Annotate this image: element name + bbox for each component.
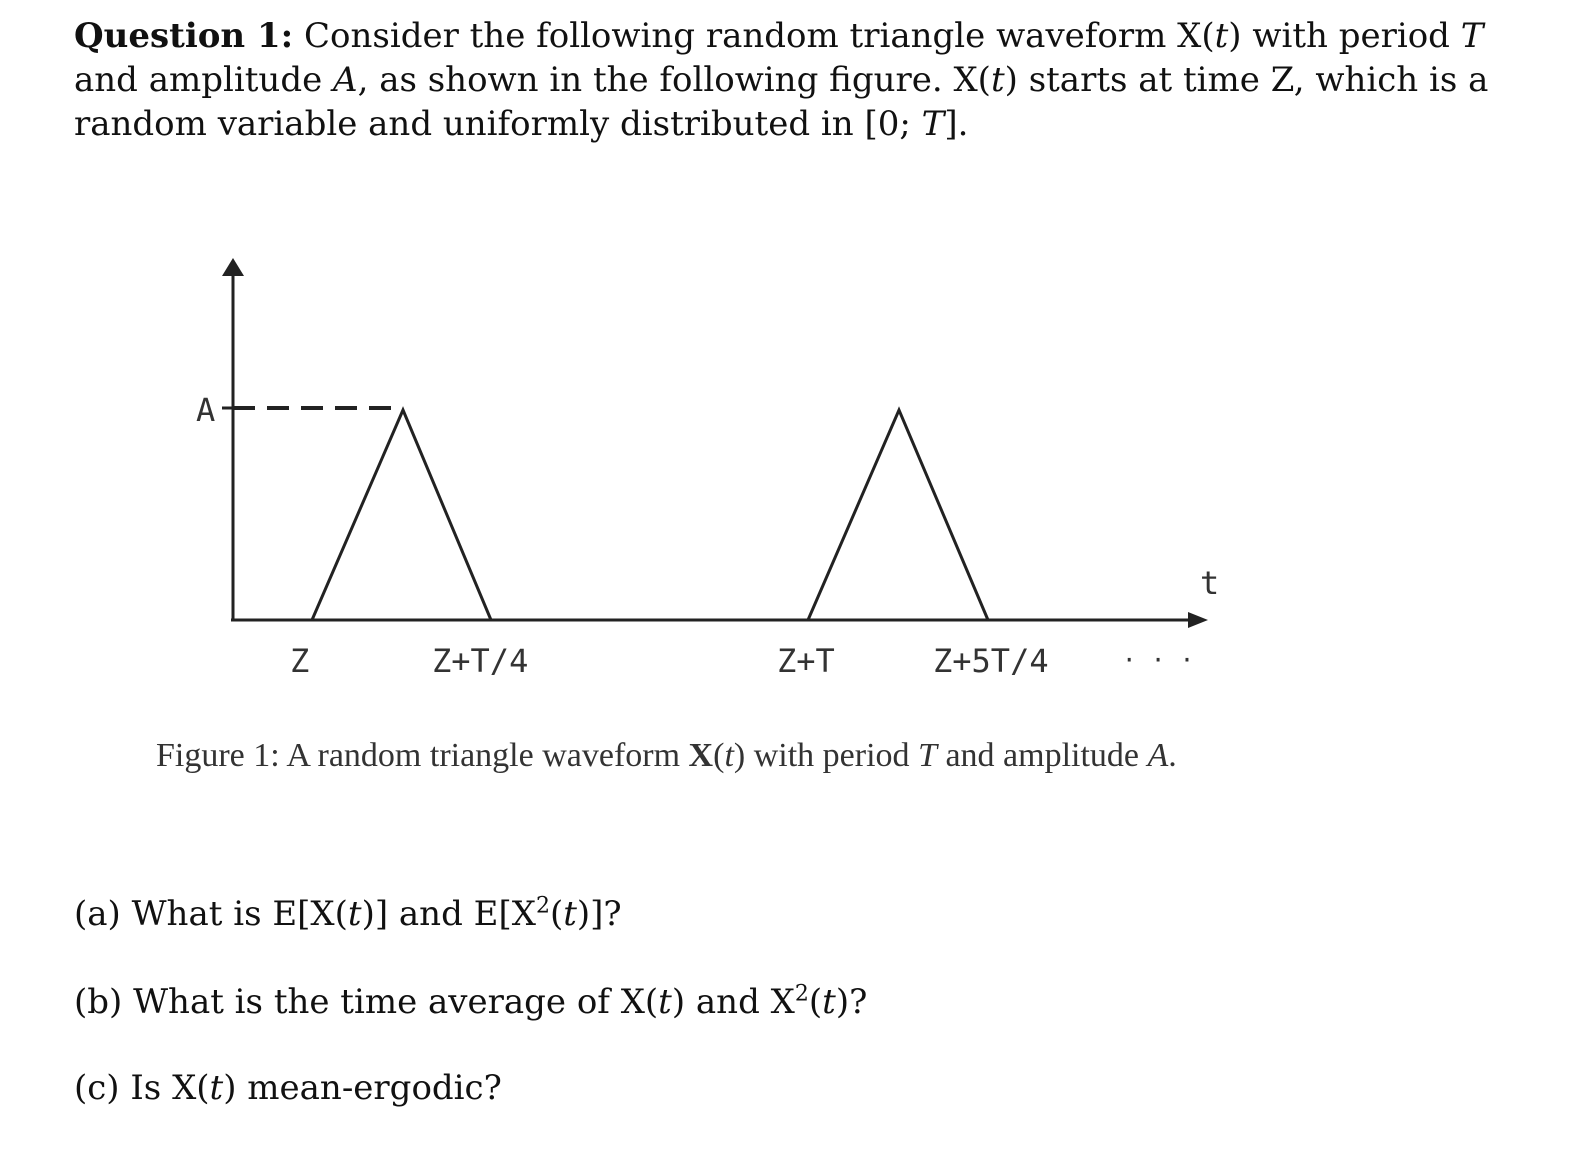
y-axis-label: A (196, 391, 216, 429)
part-a-question: (a) What is E[X(t)] and $E[X^2(t)]$? (74, 893, 622, 934)
part-c-question: (c) Is X(t) mean-ergodic? (74, 1068, 502, 1108)
part-b-question: (b) What is the time average of X(t) and $X^2(t)$? (74, 981, 868, 1022)
question-label: Question 1: (74, 16, 294, 56)
triangle-pulse-1 (312, 410, 491, 620)
ellipsis: · · · (1122, 646, 1195, 674)
figure-caption: Figure 1: A random triangle waveform X(t) with period T and amplitude A. (156, 737, 1177, 774)
y-axis-arrow-icon (222, 258, 244, 276)
tick-label-z: Z (290, 642, 310, 680)
question-line-1: Question 1: Consider the following random triangle waveform X(t) with period T (74, 16, 1484, 56)
tick-label-z-plus-t-over-4: Z+T/4 (432, 642, 529, 680)
x-axis-arrow-icon (1188, 612, 1208, 628)
question-line-2: and amplitude A, as shown in the following figure. X(t) starts at time Z, which is a (74, 60, 1489, 100)
tick-label-z-plus-5t-over-4: Z+5T/4 (933, 642, 1049, 680)
x-axis-label: t (1200, 564, 1220, 602)
question-line-3: random variable and uniformly distributed in [0; T]. (74, 104, 969, 144)
triangle-pulse-2 (808, 410, 988, 620)
tick-label-z-plus-t: Z+T (777, 642, 835, 680)
